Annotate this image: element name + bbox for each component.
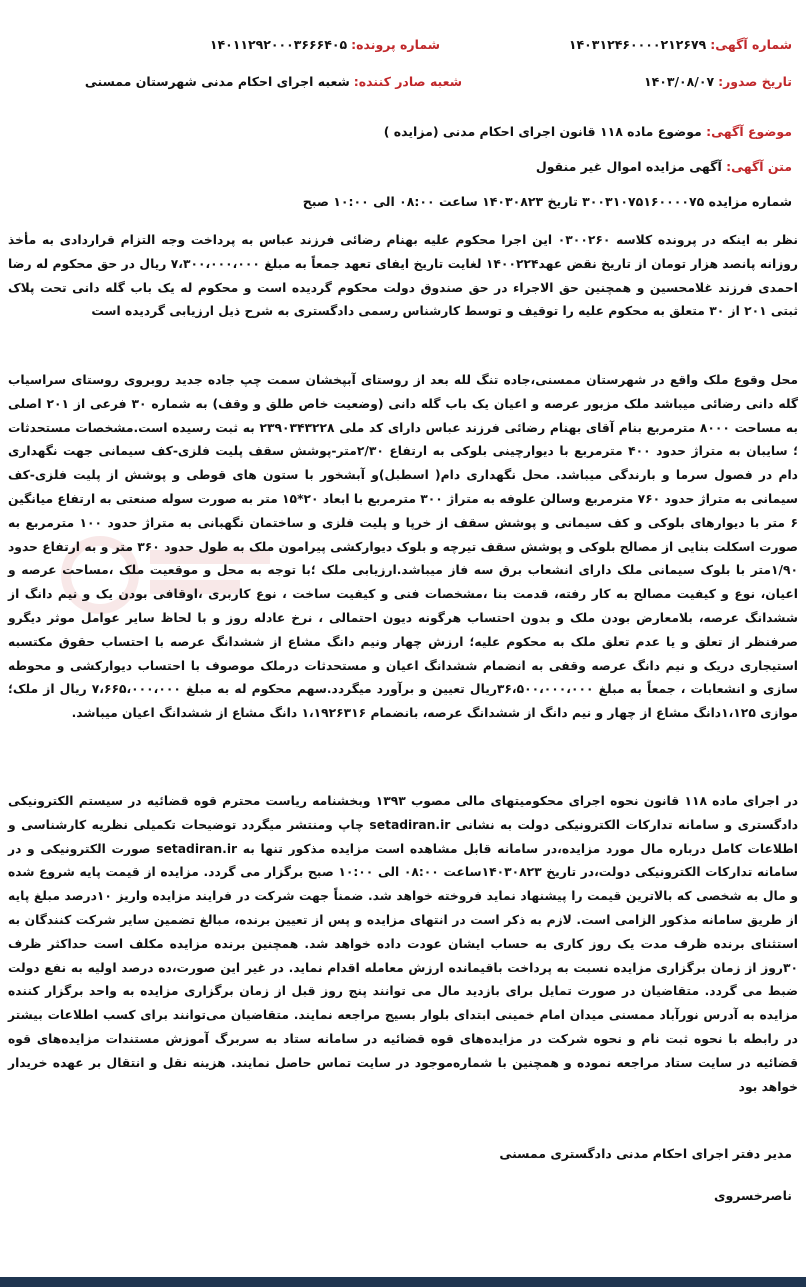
- text-title-row: [536, 159, 792, 174]
- auction-line: شماره مزایده ۳۰۰۳۱۰۷۵۱۶۰۰۰۰۷۵ تاریخ ۱۴۰۳۰۸۲۳ ساعت ۰۸:۰۰ الی ۱۰:۰۰ صبح: [302, 194, 792, 209]
- body-paragraph-3: در اجرای ماده ۱۱۸ قانون نحوه اجرای محکومیتهای مالی مصوب ۱۳۹۳ وبخشنامه ریاست محترم قوه قضائیه در سیستم الکترونیکی دادگستری و سامانه تدارکات الکترونیکی دولت به نشانی setadiran.ir چاپ ومنتشر میگردد توضیحات تکمیلی نظریه کارشناسی و اطلاعات کامل درباره مال مورد مزایده،در سامانه قابل مشاهده است مزایده مذکور تنها به setadiran.ir صورت الکترونیکی و در سامانه تدارکات الکترونیکی دولت،در تاریخ ۱۴۰۳۰۸۲۳ساعت ۰۸:۰۰ الی ۱۰:۰۰ صبح برگزار می گردد. مزایده از قیمت پایه شروع شده و مال به شخصی که بالاترین قیمت را پیشنهاد نماید فروخته خواهد شد. ضمناً جهت شرکت در فرایند مزایده واریز ۱۰درصد مبلغ پایه از طریق سامانه مذکور الزامی است. لازم به ذکر است در انتهای مزایده و پس از تعیین برنده، مبالغ تضمین سایر شرکت کنندگان به استثنای برنده ظرف مدت یک روز کاری به حساب ایشان عودت داده خواهد شد. همچنین برنده مزایده مکلف است حداکثر ظرف ۳۰روز از زمان برگزاری مزایده نسبت به پرداخت باقیمانده ارزش معامله اقدام نماید. در غیر این صورت،ده درصد اولیه به نفع دولت ضبط می گردد. متقاضیان در صورت تمایل برای بازدید مال می توانند پنج روز قبل از زمان برگزاری مزایده به واحد برگزار کننده مزایده به آدرس نورآباد ممسنی میدان امام خمینی ابتدای بلوار بسیج مراجعه نمایند. متقاضیان می‌توانند برای کسب اطلاعات بیشتر در رابطه با نحوه ثبت نام و نحوه شرکت در مزایده‌های قوه قضائیه در سامانه ستاد به سربرگ آموزش مستندات مزایده‌های قوه قضائیه در سایت ستاد مراجعه نموده و همچنین با شماره‌موجود در سایت تماس حاصل نمایند. هزینه نقل و انتقال بر عهده خریدار خواهد بود: [8, 794, 799, 1094]
- signature-name: ناصرخسروی: [714, 1188, 792, 1203]
- subject-label: موضوع آگهی:: [706, 124, 792, 139]
- issue-date-value: ۱۴۰۳/۰۸/۰۷: [643, 74, 715, 89]
- ad-number-row: [569, 36, 792, 54]
- subject-value: موضوع ماده ۱۱۸ قانون اجرای احکام مدنی (مزایده ): [383, 124, 702, 139]
- ad-number-label: شماره آگهی:: [710, 37, 792, 52]
- subject-row: [384, 124, 792, 139]
- file-number-label: شماره پرونده:: [351, 37, 440, 52]
- body-paragraph-2: محل وقوع ملک واقع در شهرستان ممسنی،جاده تنگ لله بعد از روستای آبپخشان سمت چپ جاده جدید روبروی روستای سراسیاب گله دانی رضائی میباشد ملک مزبور عرصه و اعیان یک باب گله دانی (وضعیت خاص طلق و وقف) به شماره ۳۰ فرعی از ۲۰۱ اصلی به مساحت ۸۰۰۰ مترمربع بنام آقای بهنام رضائی فرزند عباس دارای کد ملی ۲۳۹۰۳۴۳۲۲۸ به ثبت رسیده است.مشخصات مستحدثات ؛ سایبان به متراژ حدود ۴۰۰ مترمربع با دیوارچینی بلوکی به ارتفاع ۲/۳۰متر-پوشش سقف پلیت فلزی-کف سیمانی جهت نگهداری دام در فصول سرما و بارندگی میباشد. محل نگهداری دام( اسطبل)و آبشخور با ستون های قوطی و پوشش از پلیت فلزی-کف سیمانی به متراژ حدود ۷۶۰ مترمربع وسالن علوفه به متراژ ۳۰۰ مترمربع با ابعاد ۲۰*۱۵ متر به صورت سوله صنعتی به ارتفاع میانگین ۶ متر با دیوارهای بلوکی و کف سیمانی و پوشش سقف از خرپا و پلیت فلزی و ساختمان نگهبانی به متراژ حدود ۱۰۰ مترمربع به صورت اسکلت بنایی از مصالح بلوکی و پوشش سقف تیرچه و بلوک دیوارکشی پیرامون ملک به طول حدود ۳۶۰ متر و به ارتفاع حدود ۱/۹۰متر با بلوک سیمانی ملک دارای انشعاب برق سه فاز میباشد.ارزیابی ملک ؛با توجه به محل و موقعیت ملک ،مساحت عرصه و اعیان، نوع و کیفیت مصالح به کار رفته، قدمت بنا ،مشخصات فنی و کیفیت ساخت ، نوع کاربری ،اوقافی بودن یک و نیم دانگ از ششدانگ عرصه، بلامعارض بودن ملک و بدون احتساب هرگونه دیون احتمالی ، نرخ عادله روز و با لحاظ سایر عوامل موثر دیگرو صرفنظر از تعلق و یا عدم تعلق ملک به محکوم علیه؛ ارزش چهار ونیم دانگ مشاع از ششدانگ عرصه با احتساب حقوق مکتسبه استیجاری دریک و نیم دانگ عرصه وقفی به انضمام ششدانگ اعیان و مستحدثات درملک موصوف با احتساب دیوارکشی و محوطه سازی و انشعابات ، جمعاً به مبلغ ۳۶،۵۰۰،۰۰۰،۰۰۰ریال تعیین و برآورد میگردد.سهم محکوم له به مبلغ ۷،۶۶۵،۰۰۰،۰۰۰ ریال از ملک؛ موازی ۱،۱۲۵دانگ مشاع از چهار و نیم دانگ از ششدانگ عرصه، بانضمام ۱،۱۹۲۶۳۱۶ دانگ مشاع از ششدانگ اعیان میباشد.: [8, 373, 798, 721]
- file-number-row: [210, 36, 440, 54]
- issue-date-row: [644, 73, 792, 91]
- issuer-label: شعبه صادر کننده:: [353, 74, 462, 89]
- bottom-bar: [0, 1277, 806, 1287]
- issuer-value: شعبه اجرای احکام مدنی شهرستان ممسنی: [84, 74, 350, 89]
- text-title-label: متن آگهی:: [726, 159, 792, 174]
- ad-number-value: ۱۴۰۳۱۲۴۶۰۰۰۰۲۱۲۶۷۹: [568, 37, 707, 52]
- text-title-value: آگهی مزایده اموال غیر منقول: [535, 159, 722, 174]
- body-paragraph-1: نظر به اینکه در پرونده کلاسه ۰۳۰۰۲۶۰ این اجرا محکوم علیه بهنام رضائی فرزند عباس به پرداخت وجه التزام قراردادی به مأخذ روزانه پانصد هزار تومان از تاریخ نقض عهد۱۴۰۰۲۲۴ لغایت تاریخ ایفای تعهد جمعاً به مبلغ ۷،۳۰۰،۰۰۰،۰۰۰ ریال در حق محکوم له رضا احمدی فرزند غلامحسین و همچنین حق الاجراء در حق صندوق دولت محکوم گردیده است و محکوم له یک باب گله دانی تحت پلاک ثبتی ۲۰۱ از ۳۰ متعلق به محکوم علیه را توقیف و توسط کارشناس رسمی دادگستری به شرح ذیل ارزیابی گردیده است: [8, 233, 798, 319]
- file-number-value: ۱۴۰۱۱۲۹۲۰۰۰۳۶۶۶۴۰۵: [209, 37, 348, 52]
- signature-office: مدیر دفتر اجرای احکام مدنی دادگستری ممسنی: [499, 1146, 792, 1161]
- issuer-row: [85, 73, 462, 91]
- issue-date-label: تاریخ صدور:: [718, 74, 792, 89]
